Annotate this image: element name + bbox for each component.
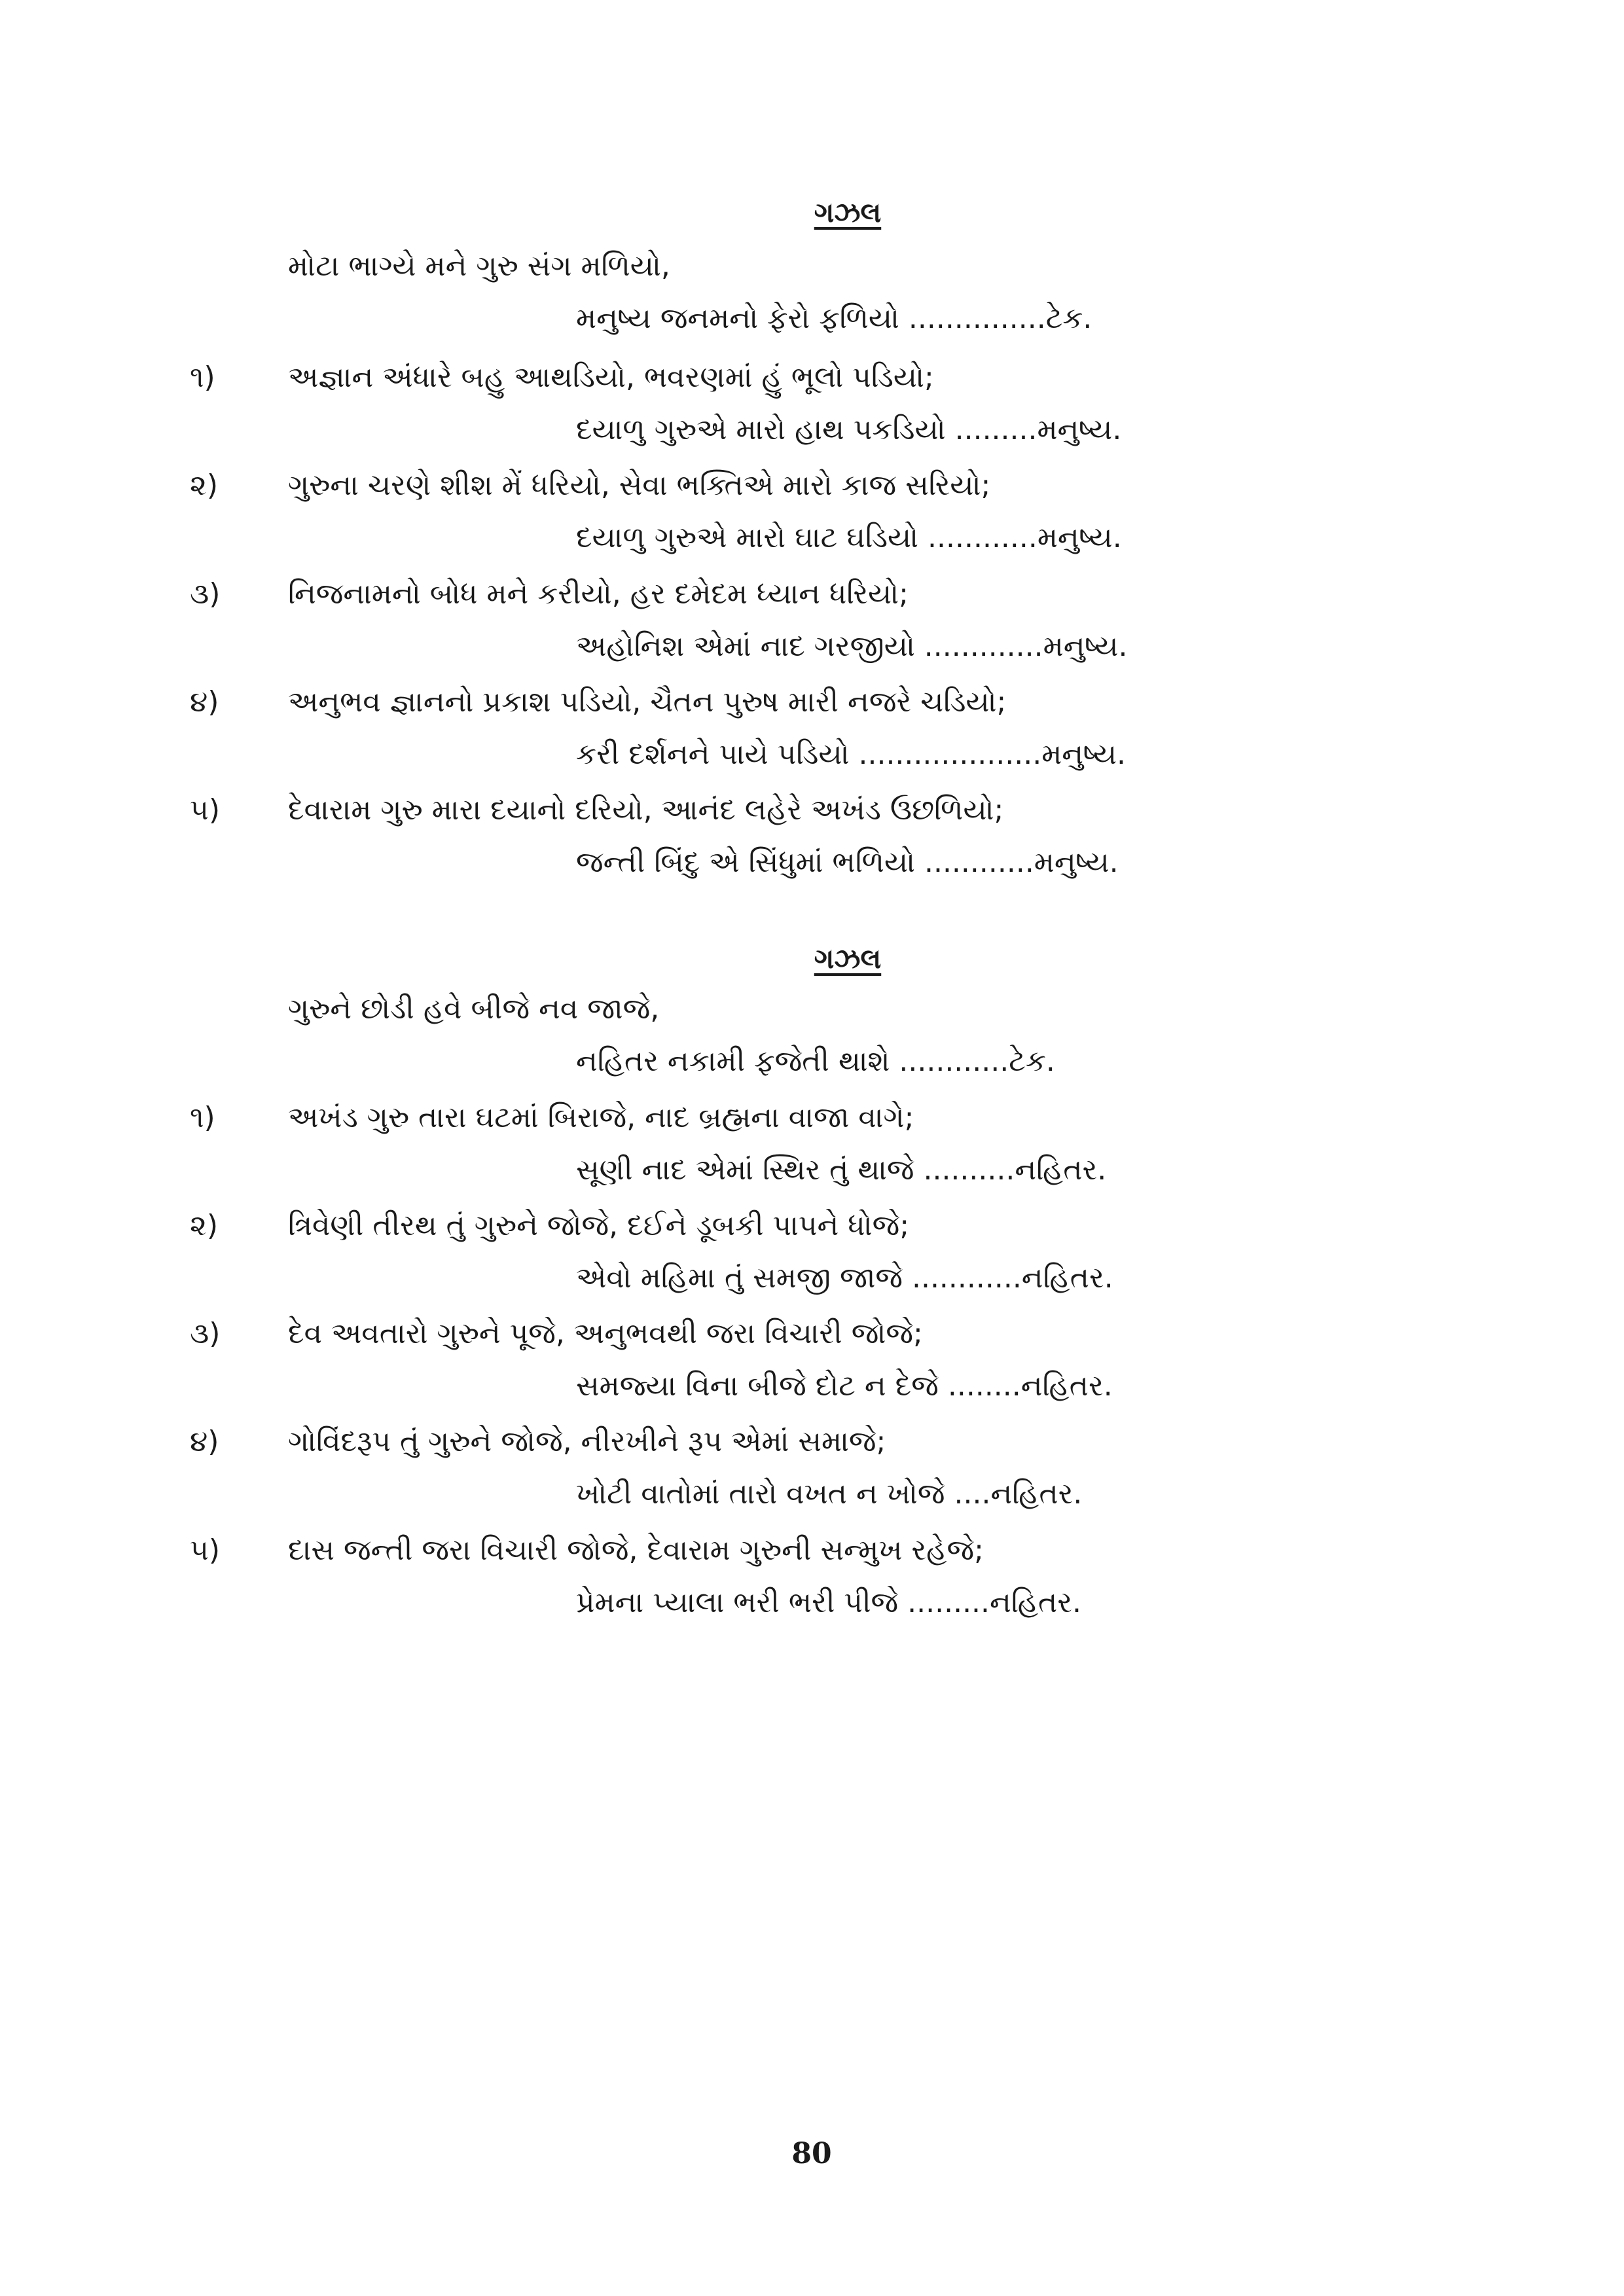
verse-line-1: ત્રિવેણી તીરથ તું ગુરુને જોજે, દઈને ડૂબકી પાપને ધોજે; xyxy=(288,1209,910,1242)
verse-number: ૫) xyxy=(190,793,221,827)
tek-line-2: મનુષ્ય જનમનો ફેરો ફળિયો ...............ટેક. xyxy=(576,302,1092,335)
page-number: 80 xyxy=(791,2137,832,2170)
verse-line-2: જન્તી બિંદુ એ સિંધુમાં ભળિયો ............મનુષ્ય. xyxy=(576,846,1119,879)
verse-line-1: અનુભવ જ્ઞાનનો પ્રકાશ પડિયો, ચૈતન પુરુષ મારી નજરે ચડિયો; xyxy=(288,685,1007,719)
tek-line-2: નહિતર નકામી ફજેતી થાશે ............ટેક. xyxy=(576,1045,1055,1078)
verse-number: ૧) xyxy=(190,1101,215,1134)
poem-title: ગઝલ xyxy=(814,196,882,228)
tek-line-1: ગુરુને છોડી હવે બીજે નવ જાજે, xyxy=(288,992,660,1026)
verse-line-2: કરી દર્શનને પાયે પડિયો ....................મનુષ્ય. xyxy=(576,738,1127,771)
verse-number: ૩) xyxy=(190,577,221,611)
poem-title: ગઝલ xyxy=(814,942,882,975)
verse-line-2: પ્રેમના પ્યાલા ભરી ભરી પીજે .........નહિતર. xyxy=(576,1586,1081,1619)
verse-number: ૪) xyxy=(190,1425,219,1458)
verse-line-1: અખંડ ગુરુ તારા ઘટમાં બિરાજે, નાદ બ્રહ્મના વાજા વાગે; xyxy=(288,1101,914,1134)
verse-line-1: નિજનામનો બોધ મને કરીયો, હર દમેદમ ધ્યાન ધરિયો; xyxy=(288,577,909,611)
verse-line-1: ગુરુના ચરણે શીશ મેં ધરિયો, સેવા ભક્તિએ મારો કાજ સરિયો; xyxy=(288,469,991,502)
verse-number: ૨) xyxy=(190,1209,218,1242)
verse-line-1: દેવારામ ગુરુ મારા દયાનો દરિયો, આનંદ લહેરે અખંડ ઉછળિયો; xyxy=(288,793,1004,827)
verse-number: ૨) xyxy=(190,469,218,502)
tek-line-1: મોટા ભાગ્યે મને ગુરુ સંગ મળિયો, xyxy=(288,249,670,283)
verse-line-1: દાસ જન્તી જરા વિચારી જોજે, દેવારામ ગુરુની સન્મુખ રહેજે; xyxy=(288,1534,984,1567)
verse-line-2: દયાળુ ગુરુએ મારો ઘાટ ઘડિયો ............મનુષ્ય. xyxy=(576,521,1122,554)
verse-line-1: ગોવિંદરૂપ તું ગુરુને જોજે, નીરખીને રૂપ એમાં સમાજે; xyxy=(288,1425,886,1458)
verse-line-2: સમજ્યા વિના બીજે દોટ ન દેજે ........નહિતર. xyxy=(576,1369,1113,1403)
verse-line-2: એવો મહિમા તું સમજી જાજે ............નહિતર. xyxy=(576,1261,1113,1295)
verse-line-2: અહોનિશ એમાં નાદ ગરજીયો .............મનુષ્ય. xyxy=(576,630,1128,663)
verse-line-2: દયાળુ ગુરુએ મારો હાથ પકડિયો .........મનુષ્ય. xyxy=(576,413,1122,446)
verse-number: ૫) xyxy=(190,1534,221,1567)
verse-number: ૧) xyxy=(190,361,215,394)
verse-number: ૪) xyxy=(190,685,219,719)
verse-line-1: દેવ અવતારો ગુરુને પૂજે, અનુભવથી જરા વિચારી જોજે; xyxy=(288,1317,923,1350)
verse-line-2: ખોટી વાતોમાં તારો વખત ન ખોજે ....નહિતર. xyxy=(576,1477,1083,1511)
verse-line-1: અજ્ઞાન અંધારે બહુ આથડિયો, ભવરણમાં હું ભૂલો પડિયો; xyxy=(288,361,934,394)
verse-number: ૩) xyxy=(190,1317,221,1350)
verse-line-2: સૂણી નાદ એમાં સ્થિર તું થાજે ..........નહિતર. xyxy=(576,1153,1107,1187)
